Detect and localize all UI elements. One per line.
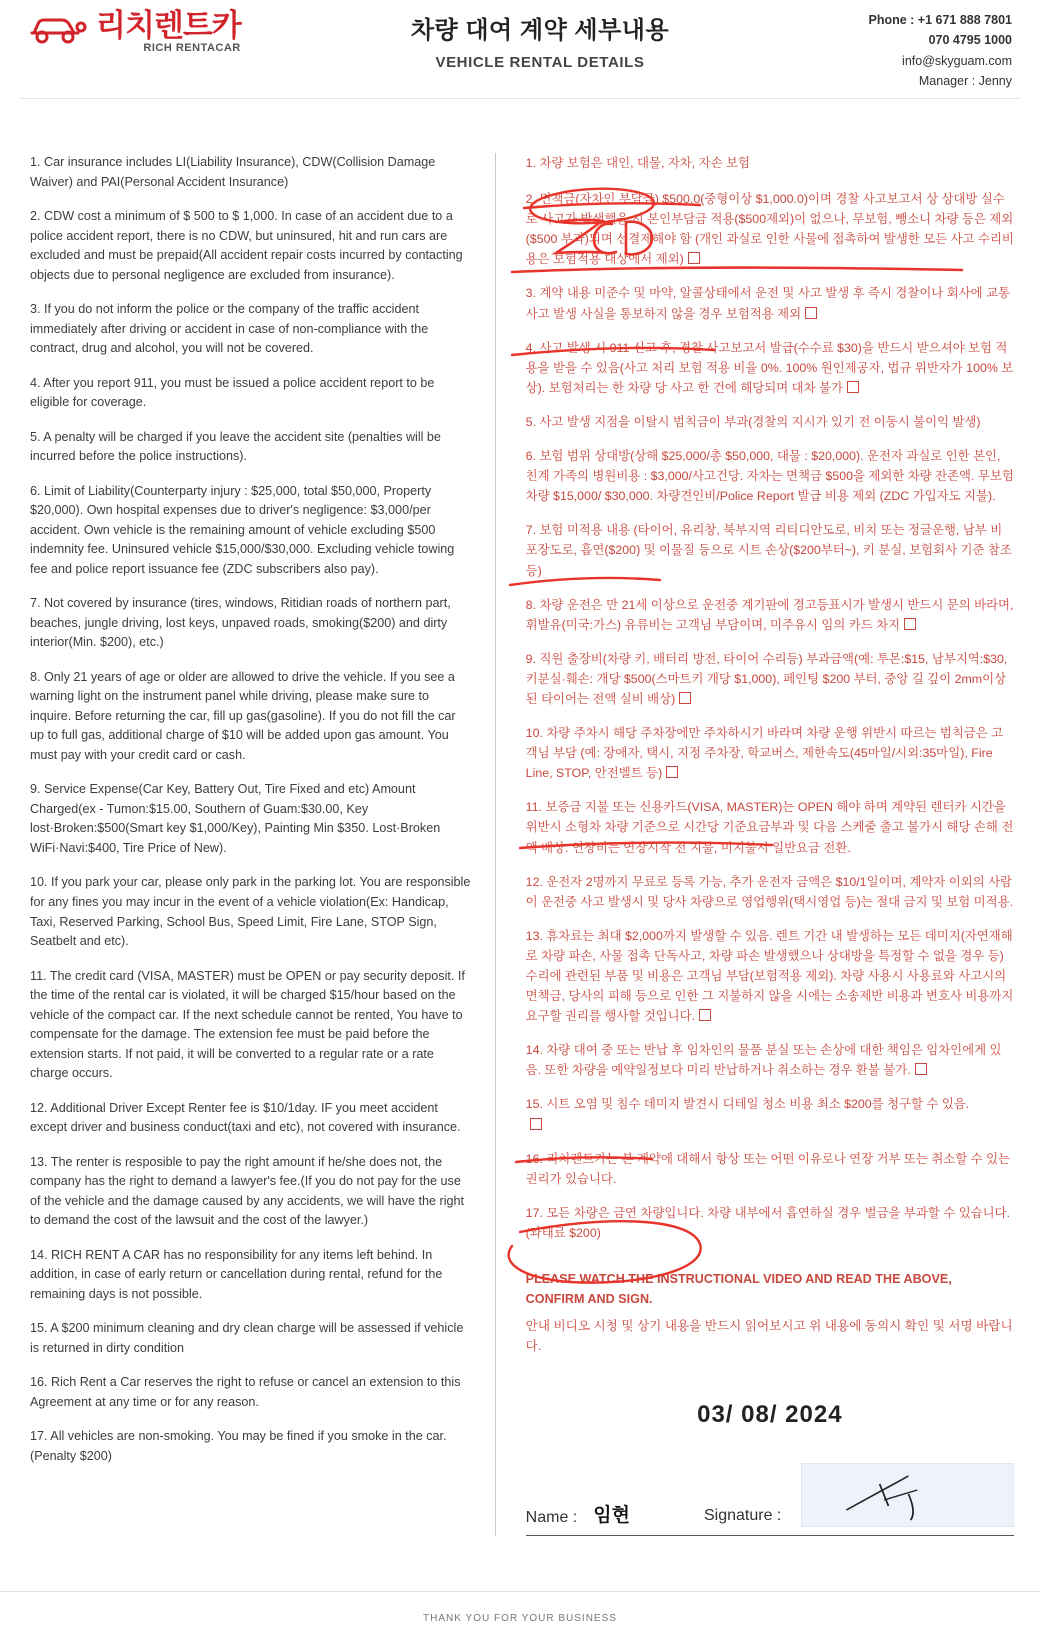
korean-term-text: 16. 리치렌트카는 본 계약에 대해서 항상 또는 어떤 이유로나 연장 거부 또는 취소할 수 있는 권리가 있습니다. xyxy=(525,1151,1011,1186)
korean-term-item xyxy=(526,1203,1014,1243)
korean-term-item xyxy=(526,1040,1014,1080)
terms-columns xyxy=(20,153,1020,1566)
korean-term-text: 1. 차량 보험은 대인, 대물, 자차, 자손 보험 xyxy=(525,156,750,170)
korean-term-item xyxy=(526,446,1014,506)
korean-term-text: 4. 사고 발생 시 911 신고 후, 경찰 사고보고서 발급(수수료 $30)을 반드시 받으셔야 보험 적용을 받을 수 있음(사고 처리 보험 적용 비율 0%. 100% 원인제공자, 법규 위반자가 100% 보상). 보험처리는 한 차량 당 사고 한 건에 해당되며 대차 불가 xyxy=(525,340,1014,395)
korean-term-item xyxy=(526,1149,1014,1189)
english-term-item: 16. Rich Rent a Car reserves the right to refuse or cancel an extension to this Agreement at any time or for any reason. xyxy=(30,1375,461,1409)
page-title-korean: 차량 대여 계약 세부내용 xyxy=(410,17,670,44)
korean-term-text: 14. 차량 대여 중 또는 반납 후 임차인의 물품 분실 또는 손상에 대한 책임은 임차인에게 있음. 또한 차량을 예약일정보다 미리 반납하거나 취소하는 경우 환불 불가. xyxy=(525,1043,1002,1078)
korean-term-item xyxy=(526,723,1014,783)
korean-term-item xyxy=(526,872,1014,912)
korean-term-text: 7. 보험 미적용 내용 (타이어, 유리창, 북부지역 리티디안도로, 비치 또는 정글운행, 남부 비포장도로, 흡연($200) 및 이물질 등으로 시트 손상($200부터~), 키 분실, 보험회사 기준 참조 등) xyxy=(525,523,1012,578)
page-title-english: VEHICLE RENTAL DETAILS xyxy=(435,54,645,71)
car-icon xyxy=(28,13,90,52)
contact-info xyxy=(752,8,1012,91)
footer-thank-you: THANK YOU FOR YOUR BUSINESS xyxy=(423,1612,617,1624)
english-term-item: 12. Additional Driver Except Renter fee is $10/1day. IF you meet accident except driver and business conduct(taxi and etc), not covered with insurance. xyxy=(30,1100,461,1135)
document-footer xyxy=(0,1591,1040,1644)
korean-term-text: 3. 계약 내용 미준수 및 마약, 알콜상태에서 운전 및 사고 발생 후 즉시 경찰이나 회사에 교통 사고 발생 사실을 통보하지 않을 경우 보험적용 제외 xyxy=(525,286,1011,321)
korean-term-item xyxy=(526,412,1014,432)
korean-terms-column xyxy=(504,153,1020,1536)
contract-date: 03/ 08/ 2024 xyxy=(697,1400,843,1428)
agree-checkbox[interactable] xyxy=(666,766,678,778)
korean-term-item xyxy=(526,595,1014,635)
korean-term-item xyxy=(526,926,1014,1026)
english-term-item: 15. A $200 minimum cleaning and dry clean charge will be assessed if vehicle is returned in dirty condition xyxy=(30,1321,464,1355)
agree-checkbox[interactable] xyxy=(847,381,859,393)
korean-term-text: 11. 보증금 지불 또는 신용카드(VISA, MASTER)는 OPEN 해야 하며 계약된 렌터카 시간을 위반시 소형차 차량 기준으로 시간당 기준요금부과 및 다음 스케줄 출고 불가시 해당 손해 전액 배상. 연장비는 연장시작 전 지불, 미지불시 일반요금 전환. xyxy=(525,800,1014,855)
korean-term-text: 17. 모든 차량은 금연 차량입니다. 차량 내부에서 흡연하실 경우 벌금을 부과할 수 있습니다. (과태료 $200) xyxy=(525,1205,1011,1240)
signature-field[interactable] xyxy=(801,1463,1014,1527)
contact-phone-secondary: 070 4795 1000 xyxy=(928,33,1012,48)
confirmation-notice xyxy=(526,1269,1014,1357)
korean-term-text: 6. 보험 범위 상대방(상해 $25,000/총 $50,000, 대물 : $20,000). 운전자 과실로 인한 본인, 친계 가족의 병원비용 : $3,000/사고건당. 자차는 면책금 $500을 제외한 차량 잔존액. 무보험 차량 $15,000/ $30,000. 차량견인비/Police Report 발급 비용 제외 (ZDC 가입자도 지불). xyxy=(525,449,1014,504)
english-term-item: 7. Not covered by insurance (tires, windows, Ritidian roads of northern part, beaches, jungle driving, lost keys, unpaved roads, smoking($200) and dirty interior(Min. $200), etc.) xyxy=(30,596,451,650)
english-term-item: 1. Car insurance includes LI(Liability Insurance), CDW(Collision Damage Waiver) and PAI(Personal Accident Insurance) xyxy=(30,155,436,189)
contact-manager: Manager : Jenny xyxy=(918,73,1012,88)
signature-row xyxy=(526,1463,1014,1527)
agree-checkbox[interactable] xyxy=(904,618,916,630)
korean-term-item xyxy=(526,797,1014,857)
logo-english-name: RICH RENTACAR xyxy=(143,42,241,54)
english-term-item: 8. Only 21 years of age or older are allowed to drive the vehicle. If you see a warning light on the instrument panel while driving, please make sure to inquire. Before returning the car, fill up gas(gasoline). If you do not fill the car up to full gas, additional charge of $10 will be added upon gas amount. You must pay with your credit card or cash. xyxy=(30,669,456,762)
korean-term-item xyxy=(526,520,1014,580)
english-terms-column xyxy=(20,153,487,1536)
notice-line-kr: 안내 비디오 시청 및 상기 내용을 반드시 읽어보시고 위 내용에 동의시 확인 및 서명 바랍니다. xyxy=(525,1318,1013,1354)
korean-term-text: 12. 운전자 2명까지 무료로 등록 가능, 추가 운전자 금액은 $10/1일이며, 계약자 이외의 사람이 운전중 사고 발생시 및 당사 차량으로 영업행위(택시영업 등)는 절대 금지 및 보험 미적용. xyxy=(525,874,1014,909)
english-term-item: 5. A penalty will be charged if you leave the accident site (penalties will be incurred before the police instructions). xyxy=(30,429,441,464)
korean-term-item xyxy=(526,1094,1014,1134)
english-term-item: 9. Service Expense(Car Key, Battery Out, Tire Fixed and etc) Amount Charged(ex - Tumon:$15.00, Southern of Guam:$30.00, Key lost·Broken:$500(Smart key $1,000/Key), Painting Min $350. Lost·Broken WiFi·Navi:$400, Tire Price of New). xyxy=(30,782,441,855)
document-header xyxy=(20,0,1020,99)
korean-term-item xyxy=(526,189,1014,269)
customer-name: 임현 xyxy=(593,1504,630,1526)
english-term-item: 11. The credit card (VISA, MASTER) must be OPEN or pay security deposit. If the time of the rental car is violated, it will be charged $15/hour based on the vehicle of the compact car. If the next schedule cannot be rented, You have to compensate for the damage. The extension fee must be paid before the extension starts. If not paid, it will be converted to a regular rate or a rate charge occurs. xyxy=(30,968,465,1081)
korean-term-text: 15. 시트 오염 및 침수 데미지 발견시 디테일 청소 비용 최소 $200를 청구할 수 있음. xyxy=(525,1097,970,1112)
column-divider xyxy=(495,153,496,1536)
korean-term-text: 9. 직원 출장비(차량 키, 배터리 방전, 타이어 수리등) 부과금액(예: 투몬:$15, 남부지역:$30, 키분실·훼손: 개당 $500(스마트키 개당 $1,000), 페인팅 $200 부터, 중앙 길 깊이 2mm이상 된 타이어는 전액 실비 배상) xyxy=(525,651,1008,706)
contact-phone: Phone : +1 671 888 7801 xyxy=(868,13,1012,27)
korean-term-item xyxy=(526,649,1014,709)
agree-checkbox[interactable] xyxy=(679,692,691,704)
korean-term-text: 8. 차량 운전은 만 21세 이상으로 운전중 계기판에 경고등표시가 발생시 반드시 문의 바라며, 휘발유(미국:가스) 유류비는 고객님 부담이며, 미주유시 임의 카드 차지 xyxy=(525,597,1014,632)
english-term-item: 4. After you report 911, you must be issued a police accident report to be eligible for coverage. xyxy=(30,375,435,410)
korean-term-item xyxy=(526,338,1014,398)
korean-term-text: 10. 차량 주차시 해당 주차장에만 주차하시기 바라며 차량 운행 위반시 따르는 범칙금은 고객님 부담 (예: 장애자, 택시, 지정 주차장, 학교버스, 제한속도(45마일/시외:35마일), Fire Line, STOP, 안전벨트 등) xyxy=(525,726,1004,781)
english-term-item: 6. Limit of Liability(Counterparty injury : $25,000, total $50,000, Property $20,000). Own hospital expenses due to driver's negligence: $3,000/per accident. Own vehicle is the remaining amount of vehicle excluding $500 indemnity fee. Uninsured vehicle $15,000/$30,000. Excluding vehicle towing fee and police report issuance fee (ZDC subscribers also pay). xyxy=(30,483,455,576)
company-logo xyxy=(28,8,328,54)
english-term-item: 2. CDW cost a minimum of $ 500 to $ 1,000. In case of an accident due to a police accident report, there is no CDW, but uninsured, hit and run cars are excluded and must be prepaid(All accident repair costs incurred by contacting objects due to personal negligence are excluded from insurance). xyxy=(30,209,463,282)
agree-checkbox[interactable] xyxy=(688,252,700,264)
logo-korean-name: 리치렌트카 xyxy=(96,8,241,43)
agree-checkbox[interactable] xyxy=(530,1118,542,1130)
signature-label: Signature : xyxy=(703,1506,782,1524)
notice-line-en-2: CONFIRM AND SIGN. xyxy=(525,1292,653,1307)
korean-term-text: 2. 면책금(자차인 부담금) $500.0(중형이상 $1,000.0)이며 경찰 사고보고서 상 상대방 실수로 사고가 발생했을 시 본인부담금 적용($500제외)이 없으나, 무보험, 뺑소니 차량 등은 제외($500 부과)되며 선결제해야 함 (개인 과실로 인한 사물에 접촉하여 발생한 모든 사고 수리비용은 보험적용 대상에서 제외) xyxy=(525,192,1014,267)
notice-line-en-1: PLEASE WATCH THE INSTRUCTIONAL VIDEO AND READ THE ABOVE, xyxy=(525,1272,952,1287)
contact-email: info@skyguam.com xyxy=(902,53,1012,68)
english-term-item: 17. All vehicles are non-smoking. You may be fined if you smoke in the car. (Penalty $200) xyxy=(30,1429,447,1463)
document-title-block xyxy=(328,8,752,71)
signature-underline xyxy=(526,1535,1014,1536)
korean-term-item xyxy=(526,283,1014,323)
english-term-item: 10. If you park your car, please only park in the parking lot. You are responsible for any fines you may incur in the event of a vehicle violation(Ex: Handicap, Taxi, Reserved Parking, School Bus, Speed Limit, Fire Lane, STOP Sign, Seatbelt and etc). xyxy=(30,875,471,949)
logo-text xyxy=(96,10,241,54)
english-term-item: 13. The renter is resposible to pay the right amount if he/she does not, the company has the right to demand a lawyer's fee.(If you do not pay for the use of the vehicle and the damage caused by any accidents, we will have the right to demand the cost of the lawsuit and the cost of the lawyer.) xyxy=(30,1154,465,1228)
english-term-item: 3. If you do not inform the police or the company of the traffic accident immediately after driving or accident in case of non-compliance with the contract, drug and alcohol, you will not be covered. xyxy=(30,302,429,356)
agree-checkbox[interactable] xyxy=(915,1063,927,1075)
signature-mark xyxy=(802,1464,1013,1526)
english-term-item: 14. RICH RENT A CAR has no responsibility for any items left behind. In addition, in case of early return or cancellation during rental, refund for the remaining days is not possible. xyxy=(30,1247,443,1301)
korean-term-item xyxy=(526,153,1014,173)
agree-checkbox[interactable] xyxy=(805,307,817,319)
name-label: Name : xyxy=(525,1508,578,1526)
korean-term-text: 13. 휴차료는 최대 $2,000까지 발생할 수 있음. 렌트 기간 내 발생하는 모든 데미지(자연재해로 차량 파손, 사물 접촉 단독사고, 차량 파손 발생했으나 상대방을 특정할 수 없을 경우 등) 수리에 관련된 부품 및 비용은 고객님 부담(보험적용 제외). 차량 사용시 사용료와 사고시의 면책금, 당사의 피해 등으로 인한 그 지불하지 않을 시에는 소송제반 비용과 변호사 비용까지 요구할 권리를 행사할 것입니다. xyxy=(525,928,1014,1024)
agree-checkbox[interactable] xyxy=(699,1009,711,1021)
korean-term-text: 5. 사고 발생 지점을 이탈시 범칙금이 부과(경찰의 지시가 있기 전 이동시 불이익 발생) xyxy=(525,414,981,429)
